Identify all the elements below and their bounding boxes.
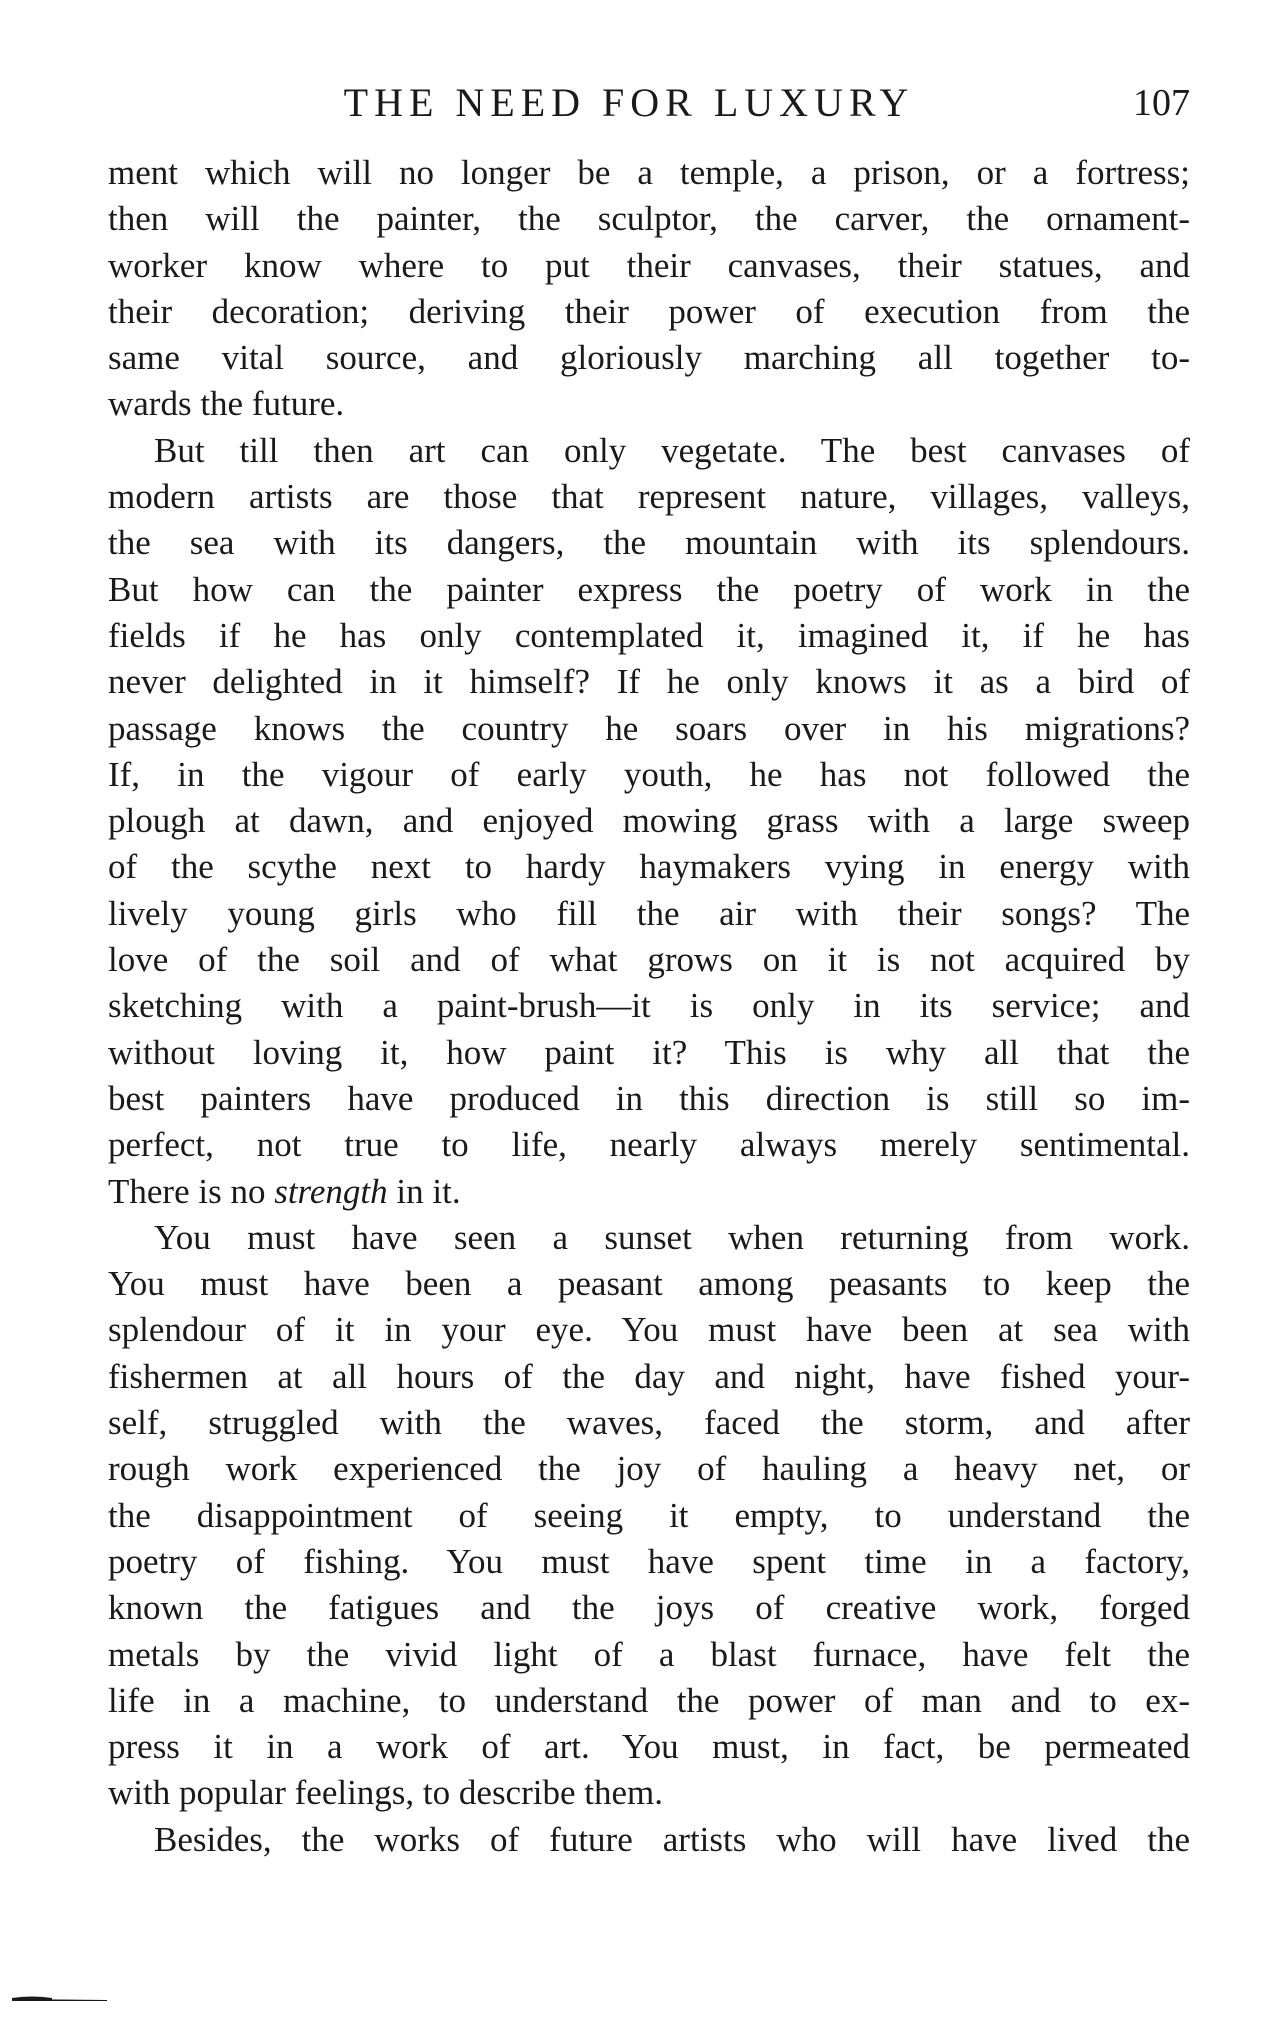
text-line: worker know where to put their canvases, their statues, and xyxy=(108,245,1190,285)
running-title: THE NEED FOR LUXURY xyxy=(343,80,915,125)
text-line: sketching with a paint-brush—it is only in its service; and xyxy=(108,986,1190,1026)
text-line: with popular feelings, to describe them. xyxy=(108,1773,663,1813)
text-line: life in a machine, to understand the power of man and to ex- xyxy=(108,1680,1190,1720)
text-line: But till then art can only vegetate. The best canvases of xyxy=(154,430,1190,470)
emphasis-line-after: in it. xyxy=(387,1171,461,1211)
text-line: modern artists are those that represent nature, villages, valleys, xyxy=(108,477,1190,517)
text-line: But how can the painter express the poetry of work in the xyxy=(108,569,1190,609)
text-line: the sea with its dangers, the mountain with its splendours. xyxy=(108,523,1190,563)
text-line: fishermen at all hours of the day and night, have fished your- xyxy=(108,1356,1190,1396)
text-line: never delighted in it himself? If he only knows it as a bird of xyxy=(108,662,1190,702)
page-number: 107 xyxy=(1133,82,1190,124)
text-line: love of the soil and of what grows on it is not acquired by xyxy=(108,940,1190,980)
text-line: ment which will no longer be a temple, a prison, or a fortress; xyxy=(108,153,1190,192)
emphasis-line-before: There is no xyxy=(108,1171,275,1211)
text-line: the disappointment of seeing it empty, to understand the xyxy=(108,1495,1190,1535)
text-line: rough work experienced the joy of hauling a heavy net, or xyxy=(108,1449,1190,1489)
binding-mark-icon xyxy=(12,1995,107,2003)
text-line: wards the future. xyxy=(108,384,345,424)
page-header xyxy=(108,78,1190,128)
emphasis-line xyxy=(108,1169,1190,1215)
body-text xyxy=(108,150,1190,1863)
text-line: You must have seen a sunset when returning from work. xyxy=(154,1217,1190,1257)
text-line: without loving it, how paint it? This is why all that the xyxy=(108,1032,1190,1072)
text-line: of the scythe next to hardy haymakers vying in energy with xyxy=(108,847,1190,887)
text-line: fields if he has only contemplated it, imagined it, if he has xyxy=(108,615,1190,655)
text-line: passage knows the country he soars over in his migrations? xyxy=(108,708,1190,748)
text-line: plough at dawn, and enjoyed mowing grass with a large sweep xyxy=(108,801,1190,841)
text-line: lively young girls who fill the air with their songs? The xyxy=(108,893,1190,933)
text-line: self, struggled with the waves, faced the storm, and after xyxy=(108,1403,1190,1443)
text-line: known the fatigues and the joys of creative work, forged xyxy=(108,1588,1190,1628)
text-line: poetry of fishing. You must have spent time in a factory, xyxy=(108,1541,1190,1581)
text-line: their decoration; deriving their power of execution from the xyxy=(108,291,1190,331)
text-line: If, in the vigour of early youth, he has not followed the xyxy=(108,754,1190,794)
text-line: best painters have produced in this direction is still so im- xyxy=(108,1078,1190,1118)
emphasis-word: strength xyxy=(274,1171,388,1211)
text-line: metals by the vivid light of a blast furnace, have felt the xyxy=(108,1634,1190,1674)
text-line: same vital source, and gloriously marching all together to- xyxy=(108,338,1190,378)
text-line: splendour of it in your eye. You must have been at sea with xyxy=(108,1310,1190,1350)
text-line: then will the painter, the sculptor, the carver, the ornament- xyxy=(108,199,1190,239)
text-line: perfect, not true to life, nearly always merely sentimental. xyxy=(108,1125,1190,1165)
text-line: You must have been a peasant among peasants to keep the xyxy=(108,1264,1190,1304)
text-line: press it in a work of art. You must, in fact, be permeated xyxy=(108,1727,1190,1767)
text-line: Besides, the works of future artists who will have lived the xyxy=(154,1819,1190,1859)
